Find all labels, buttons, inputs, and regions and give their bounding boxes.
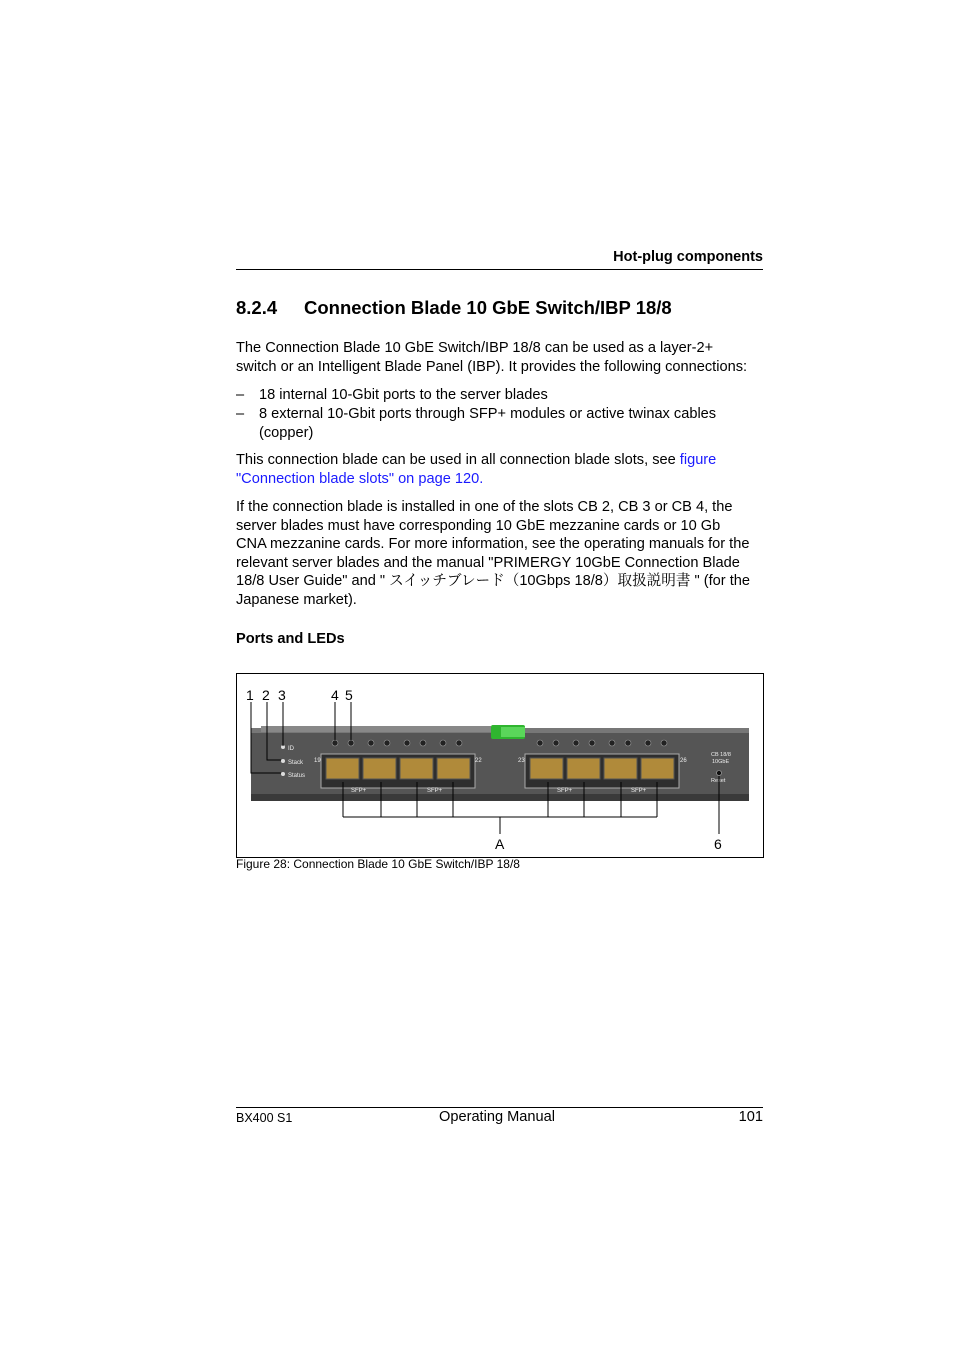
ports-leds-heading: Ports and LEDs <box>236 631 345 647</box>
port-led <box>661 740 667 746</box>
bullet-item <box>236 405 766 443</box>
callout-2: 2 <box>262 687 270 703</box>
speed-label: 10GbE <box>712 759 730 765</box>
mezz-line: Japanese market). <box>236 591 357 608</box>
port-led <box>420 740 426 746</box>
section-number: 8.2.4 <box>236 297 278 318</box>
sfp-port[interactable] <box>567 758 600 779</box>
figure-caption: Figure 28: Connection Blade 10 GbE Switch/IBP 18/8 <box>236 857 520 871</box>
callout-a: A <box>495 836 505 852</box>
connection-blade-slots-link[interactable]: "Connection blade slots" on page 120. <box>236 470 484 487</box>
bullet-text: 8 external 10-Gbit ports through SFP+ modules or active twinax cables <box>259 406 717 422</box>
sfp-port[interactable] <box>326 758 359 779</box>
slots-paragraph <box>236 451 766 488</box>
sfp-label: SFP+ <box>557 788 573 794</box>
intro-paragraph <box>236 339 766 376</box>
callout-3: 3 <box>278 687 286 703</box>
mezz-line: If the connection blade is installed in one of the slots CB 2, CB 3 or CB 4, the <box>236 499 733 515</box>
reset-label: Reset <box>711 778 726 784</box>
sfp-port[interactable] <box>641 758 674 779</box>
callout-6: 6 <box>714 836 722 852</box>
port-led <box>573 740 579 746</box>
port-led <box>440 740 446 746</box>
footer-manual-title: Operating Manual <box>439 1109 556 1125</box>
slots-text: This connection blade can be used in all connection blade slots, see <box>236 452 680 468</box>
port-number-23: 23 <box>518 758 525 764</box>
status-label: Status <box>288 773 306 779</box>
status-led <box>281 772 285 776</box>
running-header: Hot-plug components <box>613 249 763 265</box>
port-led <box>384 740 390 746</box>
port-number-22: 22 <box>475 758 482 764</box>
mezzanine-paragraph <box>236 498 766 610</box>
sfp-port[interactable] <box>437 758 470 779</box>
intro-line-1: The Connection Blade 10 GbE Switch/IBP 18/8 can be used as a layer-2+ <box>236 340 714 356</box>
id-label: ID <box>288 746 294 752</box>
port-led <box>368 740 374 746</box>
sfp-port[interactable] <box>604 758 637 779</box>
port-led <box>332 740 338 746</box>
connection-blade-figure <box>237 674 763 857</box>
stack-led <box>281 759 285 763</box>
callout-1: 1 <box>246 687 254 703</box>
port-led <box>553 740 559 746</box>
port-led <box>645 740 651 746</box>
reset-button[interactable] <box>717 771 722 776</box>
sfp-port[interactable] <box>400 758 433 779</box>
figure-frame <box>236 673 764 858</box>
bullet-dash: – <box>236 387 245 403</box>
section-title: Connection Blade 10 GbE Switch/IBP 18/8 <box>304 297 672 318</box>
sfp-port[interactable] <box>530 758 563 779</box>
footer-rule <box>236 1107 763 1108</box>
mezz-line: CNA mezzanine cards. For more information, see the operating manuals for the <box>236 536 750 553</box>
sfp-port[interactable] <box>363 758 396 779</box>
port-led <box>456 740 462 746</box>
port-led <box>537 740 543 746</box>
callout-4: 4 <box>331 687 339 703</box>
footer-product: BX400 S1 <box>236 1111 293 1125</box>
bullet-text-continued: (copper) <box>259 424 314 441</box>
port-number-19: 19 <box>314 758 321 764</box>
port-led <box>348 740 354 746</box>
intro-line-2: switch or an Intelligent Blade Panel (IBP). It provides the following connections: <box>236 358 748 375</box>
sfp-label: SFP+ <box>351 788 367 794</box>
model-label: CB 18/8 <box>711 752 731 758</box>
sfp-label: SFP+ <box>631 788 647 794</box>
port-number-26: 26 <box>680 758 687 764</box>
port-led <box>625 740 631 746</box>
mezz-line: relevant server blades and the manual "PRIMERGY 10GbE Connection Blade <box>236 554 740 571</box>
page-number: 101 <box>738 1109 763 1125</box>
port-led <box>589 740 595 746</box>
bullet-dash: – <box>236 406 245 422</box>
mezz-line: server blades must have corresponding 10 GbE mezzanine cards or 10 Gb <box>236 517 721 534</box>
section-heading <box>236 297 672 319</box>
bullet-item <box>236 386 766 405</box>
header-rule <box>236 269 763 270</box>
stack-label: Stack <box>288 760 304 766</box>
figure-link[interactable]: figure <box>679 452 717 468</box>
bullet-text: 18 internal 10-Gbit ports to the server blades <box>259 387 548 403</box>
callout-5: 5 <box>345 687 353 703</box>
port-led <box>609 740 615 746</box>
mezz-line: 18/8 User Guide" and " スイッチブレード（10Gbps 18/8）取扱説明書 " (for the <box>236 573 750 590</box>
port-led <box>404 740 410 746</box>
sfp-label: SFP+ <box>427 788 443 794</box>
